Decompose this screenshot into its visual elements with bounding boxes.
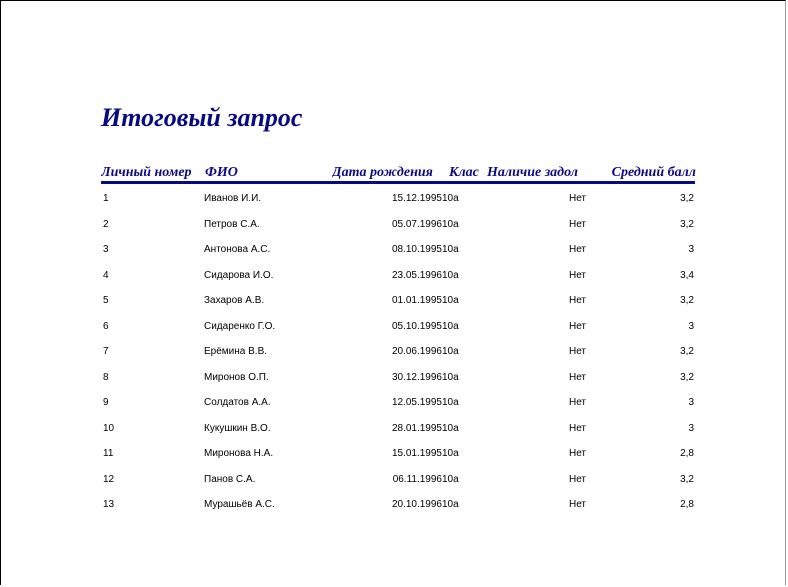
cell-fio: Сидаренко Г.О.: [204, 320, 276, 332]
table-row: [0, 266, 788, 292]
cell-avg: 3,2: [680, 371, 694, 383]
cell-birthdate: 15.01.1995: [391, 448, 442, 459]
cell-id: 8: [103, 371, 109, 383]
cell-debts: Нет: [568, 397, 586, 408]
table-row: [0, 291, 788, 317]
cell-debts: Нет: [568, 448, 586, 459]
column-header-birthdate: Дата рождения: [332, 165, 433, 180]
cell-fio: Петров С.А.: [204, 218, 260, 230]
cell-fio: Миронов О.П.: [204, 371, 269, 383]
cell-class: 10а: [442, 371, 459, 383]
cell-birthdate: 08.10.1995: [391, 244, 442, 255]
cell-birthdate: 12.05.1995: [391, 397, 442, 408]
table-row: [0, 495, 788, 521]
cell-avg: 3: [688, 422, 694, 434]
table-row: [0, 393, 788, 419]
cell-debts: Нет: [568, 499, 586, 510]
cell-birthdate: 01.01.1995: [391, 295, 442, 306]
cell-fio: Антонова А.С.: [204, 244, 271, 255]
cell-id: 12: [103, 473, 115, 485]
cell-birthdate: 06.11.1996: [392, 473, 442, 485]
cell-fio: Миронова Н.А.: [204, 448, 274, 459]
cell-class: 10а: [442, 218, 459, 230]
cell-debts: Нет: [568, 244, 586, 255]
cell-id: 13: [103, 499, 115, 510]
cell-debts: Нет: [568, 218, 586, 230]
cell-birthdate: 28.01.1995: [391, 422, 442, 434]
cell-debts: Нет: [568, 320, 586, 332]
cell-class: 10а: [442, 346, 459, 357]
cell-class: 10а: [442, 295, 459, 306]
report-rows: [0, 189, 788, 521]
column-header-id: Личный номер: [101, 165, 192, 180]
column-header-fio: ФИО: [205, 165, 238, 180]
column-header-avg: Средний балл: [611, 165, 696, 180]
cell-debts: Нет: [568, 295, 586, 306]
cell-fio: Иванов И.И.: [204, 193, 262, 204]
cell-avg: 3,2: [680, 295, 694, 306]
header-divider: [101, 181, 695, 184]
cell-birthdate: 05.07.1996: [391, 218, 442, 230]
cell-avg: 3,4: [680, 269, 694, 281]
cell-fio: Сидарова И.О.: [204, 269, 274, 281]
cell-id: 6: [103, 320, 109, 332]
cell-fio: Солдатов А.А.: [204, 397, 271, 408]
cell-birthdate: 20.10.1996: [391, 499, 442, 510]
cell-id: 5: [103, 295, 109, 306]
cell-id: 10: [103, 422, 115, 434]
table-row: [0, 342, 788, 368]
cell-fio: Захаров А.В.: [204, 295, 265, 306]
cell-debts: Нет: [568, 346, 586, 357]
cell-fio: Ерёмина В.В.: [204, 346, 268, 357]
cell-debts: Нет: [568, 422, 586, 434]
cell-avg: 2,8: [680, 448, 694, 459]
cell-id: 1: [103, 193, 109, 204]
cell-birthdate: 20.06.1996: [391, 346, 442, 357]
table-row: [0, 215, 788, 241]
cell-debts: Нет: [568, 371, 586, 383]
cell-avg: 2,8: [680, 499, 694, 510]
cell-avg: 3: [688, 397, 694, 408]
cell-avg: 3,2: [680, 218, 694, 230]
table-row: [0, 444, 788, 470]
cell-fio: Панов С.А.: [204, 473, 256, 485]
column-header-debts: Наличие задол: [487, 165, 578, 180]
table-row: [0, 470, 788, 496]
cell-class: 10а: [442, 193, 459, 204]
cell-birthdate: 05.10.1995: [391, 320, 442, 332]
cell-birthdate: 23.05.1996: [391, 269, 442, 281]
cell-debts: Нет: [568, 473, 586, 485]
cell-id: 7: [103, 346, 109, 357]
cell-avg: 3,2: [680, 473, 694, 485]
cell-avg: 3,2: [680, 193, 694, 204]
cell-class: 10а: [442, 473, 459, 485]
cell-id: 11: [103, 448, 114, 459]
cell-class: 10а: [442, 422, 459, 434]
cell-birthdate: 30.12.1996: [391, 371, 442, 383]
table-row: [0, 240, 788, 266]
cell-class: 10а: [442, 320, 459, 332]
cell-class: 10а: [442, 499, 459, 510]
cell-avg: 3,2: [680, 346, 694, 357]
cell-fio: Мурашьёв А.С.: [204, 499, 275, 510]
cell-avg: 3: [688, 244, 694, 255]
cell-class: 10а: [442, 448, 459, 459]
table-row: [0, 317, 788, 343]
table-row: [0, 189, 788, 215]
cell-class: 10а: [442, 397, 459, 408]
cell-id: 4: [103, 269, 109, 281]
cell-fio: Кукушкин В.О.: [204, 422, 271, 434]
cell-class: 10а: [442, 244, 459, 255]
cell-id: 2: [103, 218, 109, 230]
table-row: [0, 368, 788, 394]
cell-debts: Нет: [568, 269, 586, 281]
cell-avg: 3: [688, 320, 694, 332]
column-header-class: Клас: [449, 165, 479, 180]
report-title: Итоговый запрос: [101, 103, 303, 132]
cell-class: 10а: [442, 269, 459, 281]
cell-id: 3: [103, 244, 109, 255]
cell-id: 9: [103, 397, 109, 408]
table-row: [0, 419, 788, 445]
cell-birthdate: 15.12.1995: [391, 193, 442, 204]
cell-debts: Нет: [568, 193, 586, 204]
